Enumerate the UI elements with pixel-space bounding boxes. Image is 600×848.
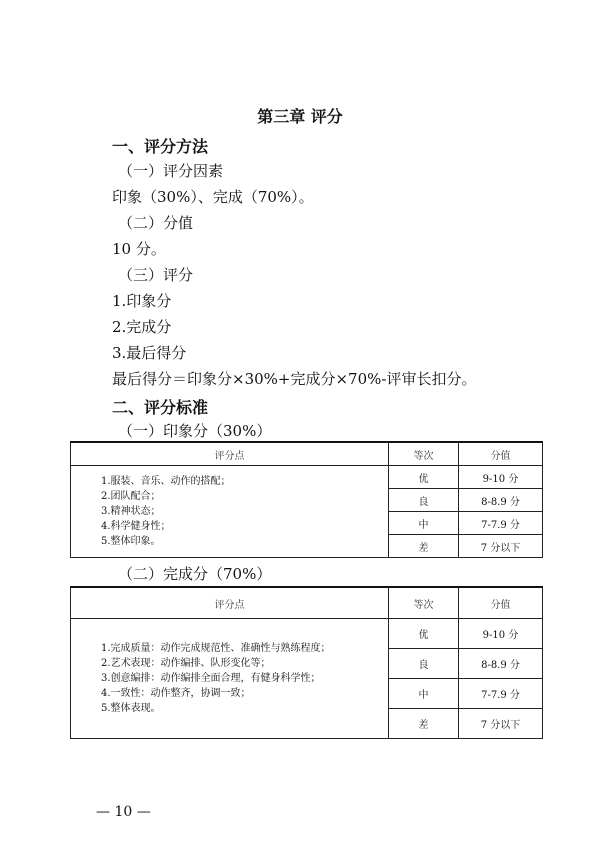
scoring-item-3: 3.最后得分: [112, 344, 187, 362]
header-value: 分值: [459, 587, 543, 619]
value-cell: 7 分以下: [459, 535, 543, 558]
final-score-formula: 最后得分＝印象分×30%+完成分×70%-评审长扣分。: [112, 370, 477, 388]
value-cell: 8-8.9 分: [459, 649, 543, 679]
table-header-row: [71, 587, 543, 619]
scoring-point: 2.艺术表现：动作编排、队形变化等；: [101, 658, 271, 669]
grade-cell: 良: [389, 649, 459, 679]
value-cell: 7-7.9 分: [459, 512, 543, 535]
page-number: — 10 —: [96, 804, 151, 820]
impression-heading: （一）印象分（30%）: [118, 422, 272, 440]
scoring-point: 2.团队配合；: [101, 491, 161, 502]
factors-heading: （一）评分因素: [118, 162, 224, 180]
grade-cell: 中: [389, 679, 459, 709]
impression-points-cell: [71, 466, 389, 558]
completion-score-table: [70, 586, 543, 739]
scoring-point: 1.完成质量：动作完成规范性、准确性与熟练程度；: [101, 643, 331, 654]
value-text: 10 分。: [112, 240, 166, 258]
value-cell: 7-7.9 分: [459, 679, 543, 709]
scoring-point: 1.服装、音乐、动作的搭配；: [101, 476, 231, 487]
value-cell: 9-10 分: [459, 619, 543, 649]
table-row: [71, 619, 543, 649]
scoring-point: 3.精神状态；: [101, 506, 161, 517]
scoring-heading: （三）评分: [118, 266, 194, 284]
chapter-title: 第三章 评分: [257, 107, 343, 126]
header-grade: 等次: [389, 587, 459, 619]
header-points: 评分点: [71, 587, 389, 619]
completion-heading: （二）完成分（70%）: [118, 565, 272, 583]
scoring-point: 4.一致性：动作整齐，协调一致；: [101, 688, 251, 699]
header-points: 评分点: [71, 442, 389, 466]
scoring-point: 5.整体表现。: [101, 703, 161, 714]
value-cell: 7 分以下: [459, 709, 543, 739]
completion-points-cell: [71, 619, 389, 739]
header-value: 分值: [459, 442, 543, 466]
scoring-standard-heading: 二、评分标准: [112, 398, 209, 417]
table-header-row: [71, 442, 543, 466]
grade-cell: 差: [389, 709, 459, 739]
grade-cell: 差: [389, 535, 459, 558]
grade-cell: 中: [389, 512, 459, 535]
scoring-point: 3.创意编排：动作编排全面合理，有健身科学性；: [101, 673, 321, 684]
impression-score-table: [70, 441, 543, 558]
table-row: [71, 466, 543, 489]
factors-text: 印象（30%）、完成（70%）。: [112, 188, 314, 206]
scoring-point: 5.整体印象。: [101, 536, 161, 547]
value-cell: 9-10 分: [459, 466, 543, 489]
header-grade: 等次: [389, 442, 459, 466]
scoring-method-heading: 一、评分方法: [112, 137, 209, 156]
value-cell: 8-8.9 分: [459, 489, 543, 512]
grade-cell: 优: [389, 619, 459, 649]
grade-cell: 良: [389, 489, 459, 512]
value-heading: （二）分值: [118, 214, 194, 232]
scoring-item-1: 1.印象分: [112, 292, 172, 310]
scoring-item-2: 2.完成分: [112, 318, 172, 336]
grade-cell: 优: [389, 466, 459, 489]
scoring-point: 4.科学健身性；: [101, 521, 171, 532]
